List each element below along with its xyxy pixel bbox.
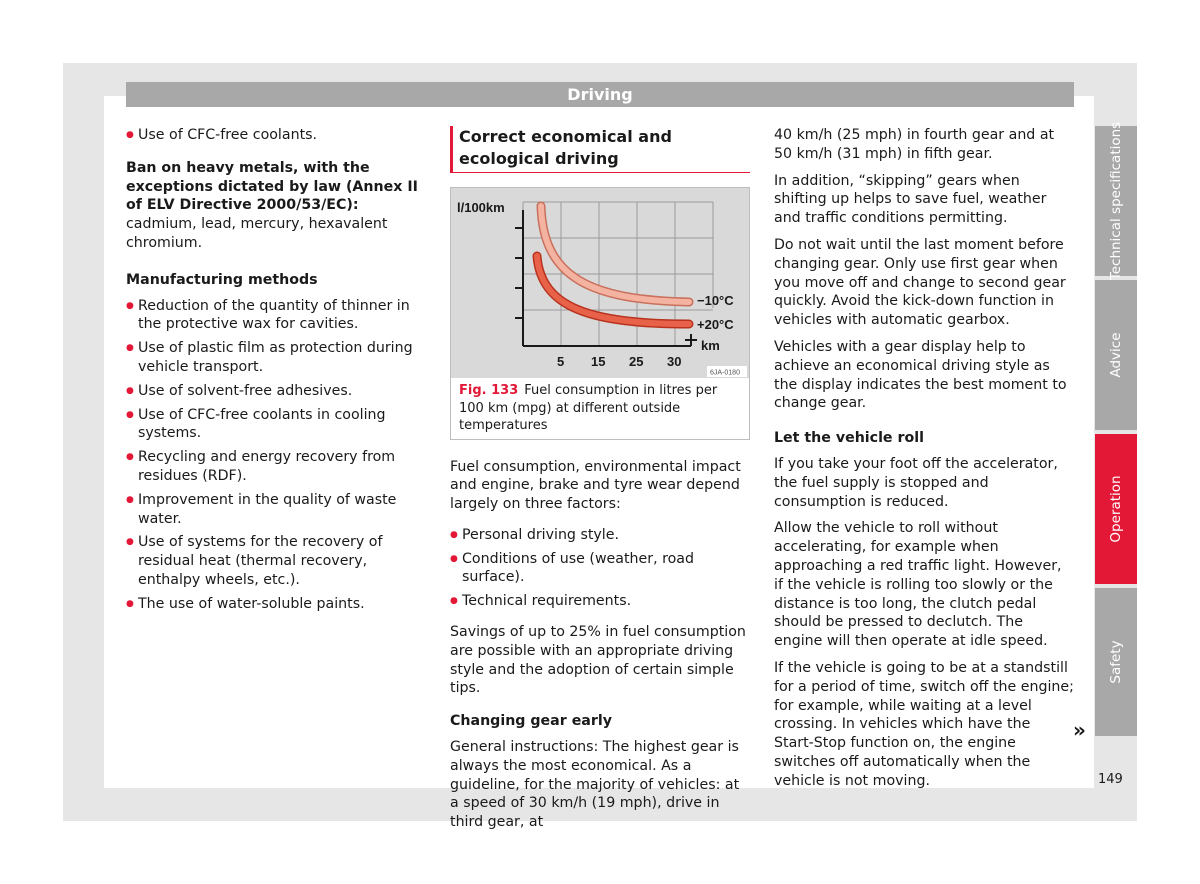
tab-label: Technical specifications: [1108, 121, 1124, 281]
roll-paragraph-1: If you take your foot off the accelerator, the fuel supply is stopped and consumption is reduced.: [774, 455, 1058, 510]
y-axis-label: l/100km: [457, 200, 505, 215]
heavy-metals-paragraph: [126, 159, 424, 253]
tab-safety[interactable]: [1095, 588, 1137, 736]
gear-heading: Changing gear early: [450, 713, 612, 730]
curve-label-warm: +20°C: [697, 317, 734, 332]
roll-heading: Let the vehicle roll: [774, 430, 924, 447]
do-not-wait-paragraph: Do not wait until the last moment before changing gear. Only use first gear when you move off and change to second gear quickly. Avoid the kick-down function in vehicles with automatic gearbox.: [774, 236, 1066, 329]
curve-label-cold: −10°C: [697, 293, 734, 308]
figure-caption-text: Fuel consumption in litres per 100 km (mpg) at different outside temperatures: [459, 383, 718, 433]
gear-paragraph: General instructions: The highest gear is always the most economical. As a guideline, for the majority of vehicles: at a speed of 30 km/h (19 mph), drive in third gear, at: [450, 739, 740, 831]
tab-label: Safety: [1108, 640, 1124, 684]
intro-paragraph: Fuel consumption, environmental impact and engine, brake and tyre wear depend largely on three factors:: [450, 458, 741, 513]
manufacturing-heading: Manufacturing methods: [126, 271, 318, 288]
list-item: ● The use of water-soluble paints.: [126, 595, 424, 614]
list-item: ● Recycling and energy recovery from residues (RDF).: [126, 448, 424, 486]
tab-operation[interactable]: [1095, 434, 1137, 584]
x-tick-label: 15: [591, 354, 606, 369]
list-item: ● Use of CFC-free coolants.: [126, 126, 424, 145]
heavy-metals-bold: Ban on heavy metals, with the exceptions dictated by law (Annex II of ELV Directive 2000/53/EC):: [126, 159, 418, 214]
figure-caption: [451, 378, 749, 439]
list-item: ● Use of CFC-free coolants in cooling systems.: [126, 406, 424, 444]
tab-label: Operation: [1108, 475, 1124, 543]
tab-technical-specifications[interactable]: [1095, 121, 1137, 281]
list-item: ● Personal driving style.: [450, 526, 750, 545]
chapter-header: Driving: [126, 82, 1074, 107]
tab-label: Advice: [1108, 332, 1124, 378]
gear-continued: 40 km/h (25 mph) in fourth gear and at 50 km/h (31 mph) in fifth gear.: [774, 127, 1055, 162]
x-tick-label: 5: [557, 354, 565, 369]
x-tick-label: 25: [629, 354, 644, 369]
roll-paragraph-2: Allow the vehicle to roll without accelerating, for example when approaching a red traffic light. However, if the vehicle is rolling too slowly or the distance is too long, the clutch pedal should be pressed to declutch. The engine will then operate at idle speed.: [774, 520, 1062, 650]
column-left: [126, 126, 424, 619]
fuel-consumption-figure: [451, 188, 749, 378]
figure-133: [450, 187, 750, 440]
list-item: ● Use of systems for the recovery of residual heat (thermal recovery, enthalpy wheels, etc.).: [126, 533, 424, 589]
gear-display-paragraph: Vehicles with a gear display help to achieve an economical driving style as the display indicates the best moment to change gear.: [774, 338, 1067, 412]
figure-code: 6JA-0180: [710, 369, 740, 377]
roll-paragraph-3: If the vehicle is going to be at a standstill for a period of time, switch off the engine; for example, while waiting at a level crossing. In vehicles which have the Start-Stop function on, the engine switches off automatically when the vehicle is not moving.: [774, 659, 1074, 789]
savings-paragraph: Savings of up to 25% in fuel consumption are possible with an appropriate driving style and the adoption of certain simple tips.: [450, 624, 746, 697]
column-middle: [450, 126, 750, 840]
list-item: ● Use of solvent-free adhesives.: [126, 382, 424, 401]
list-item: ● Conditions of use (weather, road surface).: [450, 550, 750, 588]
page-number: 149: [1098, 772, 1123, 787]
skipping-paragraph: In addition, “skipping” gears when shifting up helps to save fuel, weather and traffic conditions permitting.: [774, 172, 1047, 227]
tab-advice[interactable]: [1095, 280, 1137, 430]
heavy-metals-text: cadmium, lead, mercury, hexavalent chromium.: [126, 216, 388, 251]
list-item: ● Improvement in the quality of waste water.: [126, 491, 424, 529]
x-axis-unit: km: [701, 338, 720, 353]
list-item: ● Reduction of the quantity of thinner in the protective wax for cavities.: [126, 297, 424, 335]
figure-number: Fig. 133: [459, 383, 519, 398]
list-item: ● Use of plastic film as protection during vehicle transport.: [126, 339, 424, 377]
list-item: ● Technical requirements.: [450, 592, 750, 611]
continue-icon: »: [1073, 718, 1086, 742]
column-right: [774, 126, 1074, 799]
x-tick-label: 30: [667, 354, 682, 369]
section-title: Correct economical and ecological driving: [450, 126, 750, 173]
